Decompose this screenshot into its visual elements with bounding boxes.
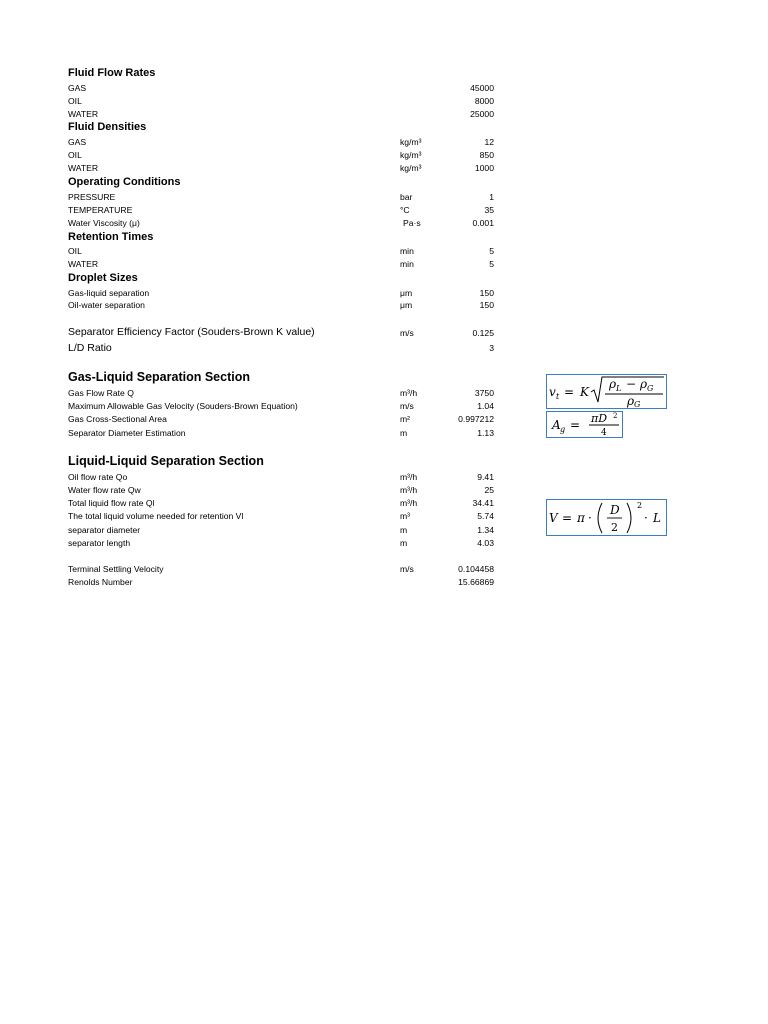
row-value: 25000 bbox=[470, 109, 494, 119]
formula-den-rho: ρ bbox=[627, 394, 635, 408]
row-label: Gas-liquid separation bbox=[68, 288, 150, 298]
formula-minus: − bbox=[626, 377, 637, 391]
formula-exp: 2 bbox=[637, 501, 643, 510]
row-value: 5.74 bbox=[477, 511, 494, 521]
row-value: 25 bbox=[484, 485, 494, 495]
paren-right-icon bbox=[627, 503, 631, 533]
row-value: 1000 bbox=[474, 163, 494, 173]
section-heading-flow-rates: Fluid Flow Rates bbox=[68, 67, 156, 79]
row-label: OIL bbox=[68, 246, 82, 256]
row-unit: kg/m³ bbox=[400, 150, 422, 160]
row-label: Maximum Allowable Gas Velocity (Souders-Brown Equation) bbox=[68, 401, 298, 411]
formula-den-sub: G bbox=[634, 400, 641, 408]
row-label: OIL bbox=[68, 150, 82, 160]
section-heading-gas-liquid: Gas-Liquid Separation Section bbox=[68, 370, 250, 384]
formula-vt: v bbox=[549, 385, 556, 399]
row-label: separator length bbox=[68, 538, 131, 548]
section-heading-retention: Retention Times bbox=[68, 231, 154, 243]
paren-left-icon bbox=[598, 503, 602, 533]
row-value: 12 bbox=[484, 137, 494, 147]
row-value: 9.41 bbox=[477, 472, 494, 482]
row-unit: min bbox=[400, 259, 414, 269]
formula-two: 2 bbox=[611, 521, 618, 534]
row-value: 1.04 bbox=[477, 401, 494, 411]
row-value: 150 bbox=[479, 288, 494, 298]
row-label: Separator Diameter Estimation bbox=[68, 428, 186, 438]
row-value: 1.13 bbox=[477, 428, 494, 438]
formula-dot2: · bbox=[644, 511, 648, 525]
row-unit: m bbox=[400, 538, 408, 548]
formula-pi: π bbox=[577, 511, 585, 525]
row-label: GAS bbox=[68, 83, 87, 93]
row-value: 45000 bbox=[470, 83, 494, 93]
row-label: OIL bbox=[68, 96, 82, 106]
row-label: Water flow rate Qw bbox=[68, 485, 141, 495]
section-heading-operating: Operating Conditions bbox=[68, 176, 181, 188]
formula-eq: = bbox=[562, 511, 573, 525]
row-unit: Pa·s bbox=[403, 218, 421, 228]
formula-d: D bbox=[610, 503, 620, 517]
formula-pid: πD bbox=[591, 412, 608, 425]
row-label: Separator Efficiency Factor (Souders-Brown K value) bbox=[68, 326, 315, 338]
row-unit: m³/h bbox=[400, 472, 418, 482]
row-value: 0.001 bbox=[472, 218, 494, 228]
row-label: TEMPERATURE bbox=[68, 205, 133, 215]
formula-rho-g: ρ bbox=[640, 377, 648, 391]
row-label: Gas Flow Rate Q bbox=[68, 388, 134, 398]
row-value: 1 bbox=[489, 192, 494, 202]
row-value: 15.66869 bbox=[458, 577, 494, 587]
row-label: Terminal Settling Velocity bbox=[68, 564, 164, 574]
row-value: 0.104458 bbox=[458, 564, 494, 574]
formula-l: L bbox=[653, 511, 661, 525]
row-unit: bar bbox=[400, 192, 413, 202]
row-value: 3 bbox=[489, 343, 494, 353]
row-unit: m bbox=[400, 428, 408, 438]
row-value: 850 bbox=[479, 150, 494, 160]
row-label: The total liquid volume needed for retention Vl bbox=[68, 511, 244, 521]
row-value: 8000 bbox=[474, 96, 494, 106]
row-unit: kg/m³ bbox=[400, 163, 422, 173]
row-label: Oil-water separation bbox=[68, 300, 145, 310]
formula-sub-l: L bbox=[616, 384, 622, 393]
formula-eq: = bbox=[564, 385, 575, 399]
row-unit: kg/m³ bbox=[400, 137, 422, 147]
section-heading-densities: Fluid Densities bbox=[68, 121, 147, 133]
row-label: Gas Cross-Sectional Area bbox=[68, 414, 167, 424]
row-label: WATER bbox=[68, 109, 99, 119]
formula-v: V bbox=[549, 511, 558, 525]
row-value: 0.997212 bbox=[458, 414, 494, 424]
formula-a-sub: g bbox=[560, 425, 566, 434]
row-value: 150 bbox=[479, 300, 494, 310]
souders-brown-svg bbox=[547, 375, 666, 408]
row-value: 5 bbox=[489, 246, 494, 256]
row-unit: min bbox=[400, 246, 414, 256]
row-unit: °C bbox=[400, 205, 410, 215]
row-label: GAS bbox=[68, 137, 87, 147]
formula-den: 4 bbox=[601, 428, 607, 437]
row-value: 3750 bbox=[474, 388, 494, 398]
formula-dot: · bbox=[588, 511, 592, 525]
row-unit: m/s bbox=[400, 401, 414, 411]
row-label: separator diameter bbox=[68, 525, 141, 535]
row-label: Oil flow rate Qo bbox=[68, 472, 128, 482]
formula-vt-sub: t bbox=[556, 392, 560, 401]
row-label: L/D Ratio bbox=[68, 342, 112, 354]
row-label: WATER bbox=[68, 259, 99, 269]
volume-formula bbox=[546, 499, 667, 536]
row-unit: m/s bbox=[400, 328, 414, 338]
row-value: 0.125 bbox=[472, 328, 494, 338]
row-unit: m/s bbox=[400, 564, 414, 574]
row-unit: m³/h bbox=[400, 498, 418, 508]
formula-a: A bbox=[552, 418, 561, 432]
row-label: Renolds Number bbox=[68, 577, 133, 587]
area-svg bbox=[547, 412, 622, 437]
row-label: WATER bbox=[68, 163, 99, 173]
row-unit: m³/h bbox=[400, 485, 418, 495]
row-label: Total liquid flow rate Ql bbox=[68, 498, 155, 508]
row-unit: m bbox=[400, 525, 408, 535]
formula-exp: 2 bbox=[613, 412, 618, 420]
volume-svg bbox=[547, 500, 666, 535]
souders-brown-formula bbox=[546, 374, 667, 409]
formula-eq: = bbox=[570, 418, 581, 432]
formula-rho-l: ρ bbox=[609, 377, 617, 391]
section-heading-droplet: Droplet Sizes bbox=[68, 272, 138, 284]
formula-k: K bbox=[580, 385, 589, 399]
section-heading-liquid-liquid: Liquid-Liquid Separation Section bbox=[68, 454, 264, 468]
row-value: 34.41 bbox=[472, 498, 494, 508]
row-label: PRESSURE bbox=[68, 192, 116, 202]
row-value: 4.03 bbox=[477, 538, 494, 548]
row-unit: μm bbox=[400, 300, 413, 310]
row-label: Water Viscosity (μ) bbox=[68, 218, 140, 228]
area-formula bbox=[546, 411, 623, 438]
row-unit: μm bbox=[400, 288, 413, 298]
row-value: 35 bbox=[484, 205, 494, 215]
row-value: 5 bbox=[489, 259, 494, 269]
row-value: 1.34 bbox=[477, 525, 494, 535]
row-unit: m³/h bbox=[400, 388, 418, 398]
row-unit: m³ bbox=[400, 511, 411, 521]
formula-sub-g: G bbox=[647, 384, 654, 393]
row-unit: m² bbox=[400, 414, 411, 424]
